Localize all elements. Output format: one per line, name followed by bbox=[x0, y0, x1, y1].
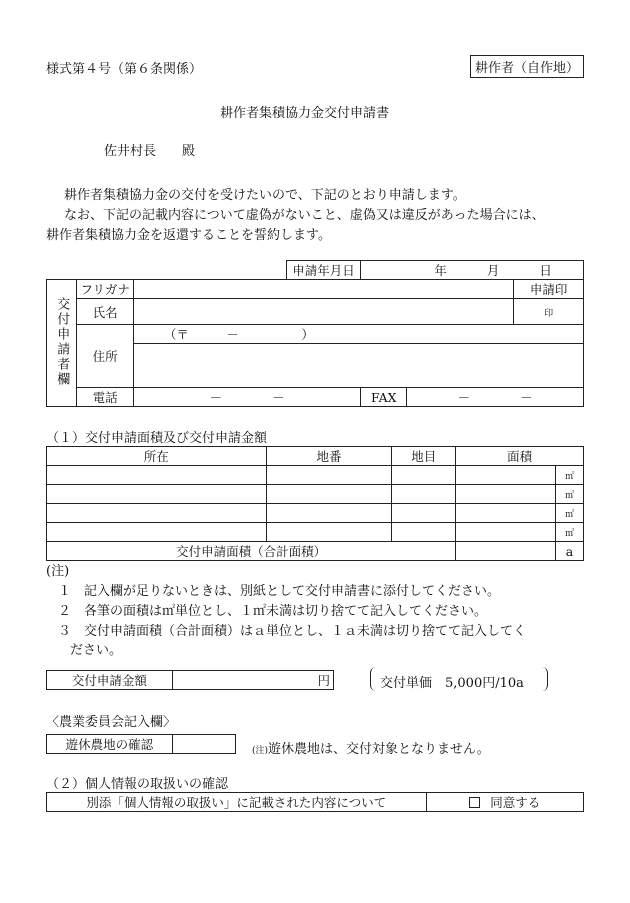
addressee: 佐井村長 殿 bbox=[104, 144, 196, 159]
unit-m2: ㎡ bbox=[556, 466, 584, 485]
privacy-text: 別添「個人情報の取扱い」に記載された内容について bbox=[47, 793, 427, 812]
privacy-table bbox=[46, 792, 584, 812]
amount-field[interactable] bbox=[172, 671, 333, 690]
col-header-lot-number: 地番 bbox=[266, 447, 392, 466]
phone-label: 電話 bbox=[77, 388, 133, 407]
idle-farmland-label: 遊休農地の確認 bbox=[47, 735, 173, 754]
col-header-location: 所在 bbox=[47, 447, 267, 466]
agree-label: 同意する bbox=[490, 795, 541, 810]
notes-label: (注) bbox=[46, 564, 70, 579]
seal-field[interactable] bbox=[514, 299, 584, 325]
seal-label: 申請印 bbox=[514, 280, 584, 299]
agree-option[interactable] bbox=[426, 793, 583, 812]
furigana-label: フリガナ bbox=[77, 280, 133, 299]
amount-label: 交付申請金額 bbox=[47, 671, 173, 690]
note-item: ださい。 bbox=[70, 643, 123, 658]
application-date-field[interactable] bbox=[361, 261, 584, 280]
note-prefix: (注) bbox=[252, 746, 269, 756]
note-item: ３ 交付申請面積（合計面積）はａ単位とし、１ａ未満は切り捨てて記入してく bbox=[58, 624, 527, 639]
committee-note bbox=[252, 738, 490, 757]
idle-farmland-field[interactable] bbox=[172, 735, 235, 754]
furigana-field[interactable] bbox=[133, 280, 513, 299]
name-field[interactable] bbox=[133, 299, 513, 325]
note-item: １ 記入欄が足りないときは、別紙として交付申請書に添付してください。 bbox=[58, 584, 501, 599]
year-label: 年 bbox=[434, 263, 447, 278]
fax-field[interactable]: － － bbox=[407, 388, 584, 407]
col-header-land-category: 地目 bbox=[392, 447, 456, 466]
section1-heading: （１）交付申請面積及び交付申請金額 bbox=[46, 431, 268, 446]
section2-heading: （２）個人情報の取扱いの確認 bbox=[46, 777, 229, 792]
committee-table bbox=[46, 734, 236, 754]
applicant-type-box: 耕作者（自作地） bbox=[470, 55, 584, 78]
intro-line-1: 耕作者集積協力金の交付を受けたいので、下記のとおり申請します。 bbox=[64, 188, 466, 203]
page-title: 耕作者集積協力金交付申請書 bbox=[220, 106, 390, 121]
table-row bbox=[47, 485, 584, 504]
seal-mark: 印 bbox=[544, 309, 554, 319]
applicant-table bbox=[46, 260, 584, 407]
phone-field[interactable]: － － bbox=[133, 388, 361, 407]
unit-m2: ㎡ bbox=[556, 523, 584, 542]
applicant-section-label: 交付申請者欄 bbox=[47, 280, 77, 407]
note-item: ２ 各筆の面積は㎡単位とし、１㎡未満は切り捨てて記入してください。 bbox=[58, 604, 488, 619]
intro-line-2: なお、下記の記載内容について虚偽がないこと、虚偽又は違反があった場合には、 bbox=[64, 208, 545, 223]
unit-m2: ㎡ bbox=[556, 485, 584, 504]
total-area-field[interactable] bbox=[456, 542, 556, 561]
note-text: 遊休農地は、交付対象となりません。 bbox=[268, 742, 490, 757]
application-date-label: 申請年月日 bbox=[286, 261, 361, 280]
unit-m2: ㎡ bbox=[556, 504, 584, 523]
col-header-area: 面積 bbox=[456, 447, 584, 466]
month-label: 月 bbox=[486, 263, 500, 278]
land-table bbox=[46, 446, 584, 561]
agree-checkbox[interactable] bbox=[469, 797, 480, 808]
committee-heading: 〈農業委員会記入欄〉 bbox=[46, 715, 177, 730]
yen-unit: 円 bbox=[317, 673, 330, 688]
intro-line-3: 耕作者集積協力金を返還することを誓約します。 bbox=[46, 228, 331, 243]
postal-code-field[interactable]: （〒 － ） bbox=[133, 325, 583, 344]
table-row bbox=[47, 466, 584, 485]
table-row bbox=[47, 523, 584, 542]
unit-a: a bbox=[556, 542, 584, 561]
address-label: 住所 bbox=[77, 325, 133, 388]
fax-label: FAX bbox=[361, 388, 407, 407]
name-label: 氏名 bbox=[77, 299, 133, 325]
unit-price: 交付単価 5,000円/10a bbox=[380, 676, 524, 691]
form-number: 様式第４号（第６条関係） bbox=[46, 62, 203, 77]
address-field[interactable] bbox=[133, 344, 583, 388]
table-row bbox=[47, 504, 584, 523]
amount-table bbox=[46, 670, 334, 690]
day-label: 日 bbox=[539, 263, 552, 278]
total-area-label: 交付申請面積（合計面積） bbox=[47, 542, 456, 561]
